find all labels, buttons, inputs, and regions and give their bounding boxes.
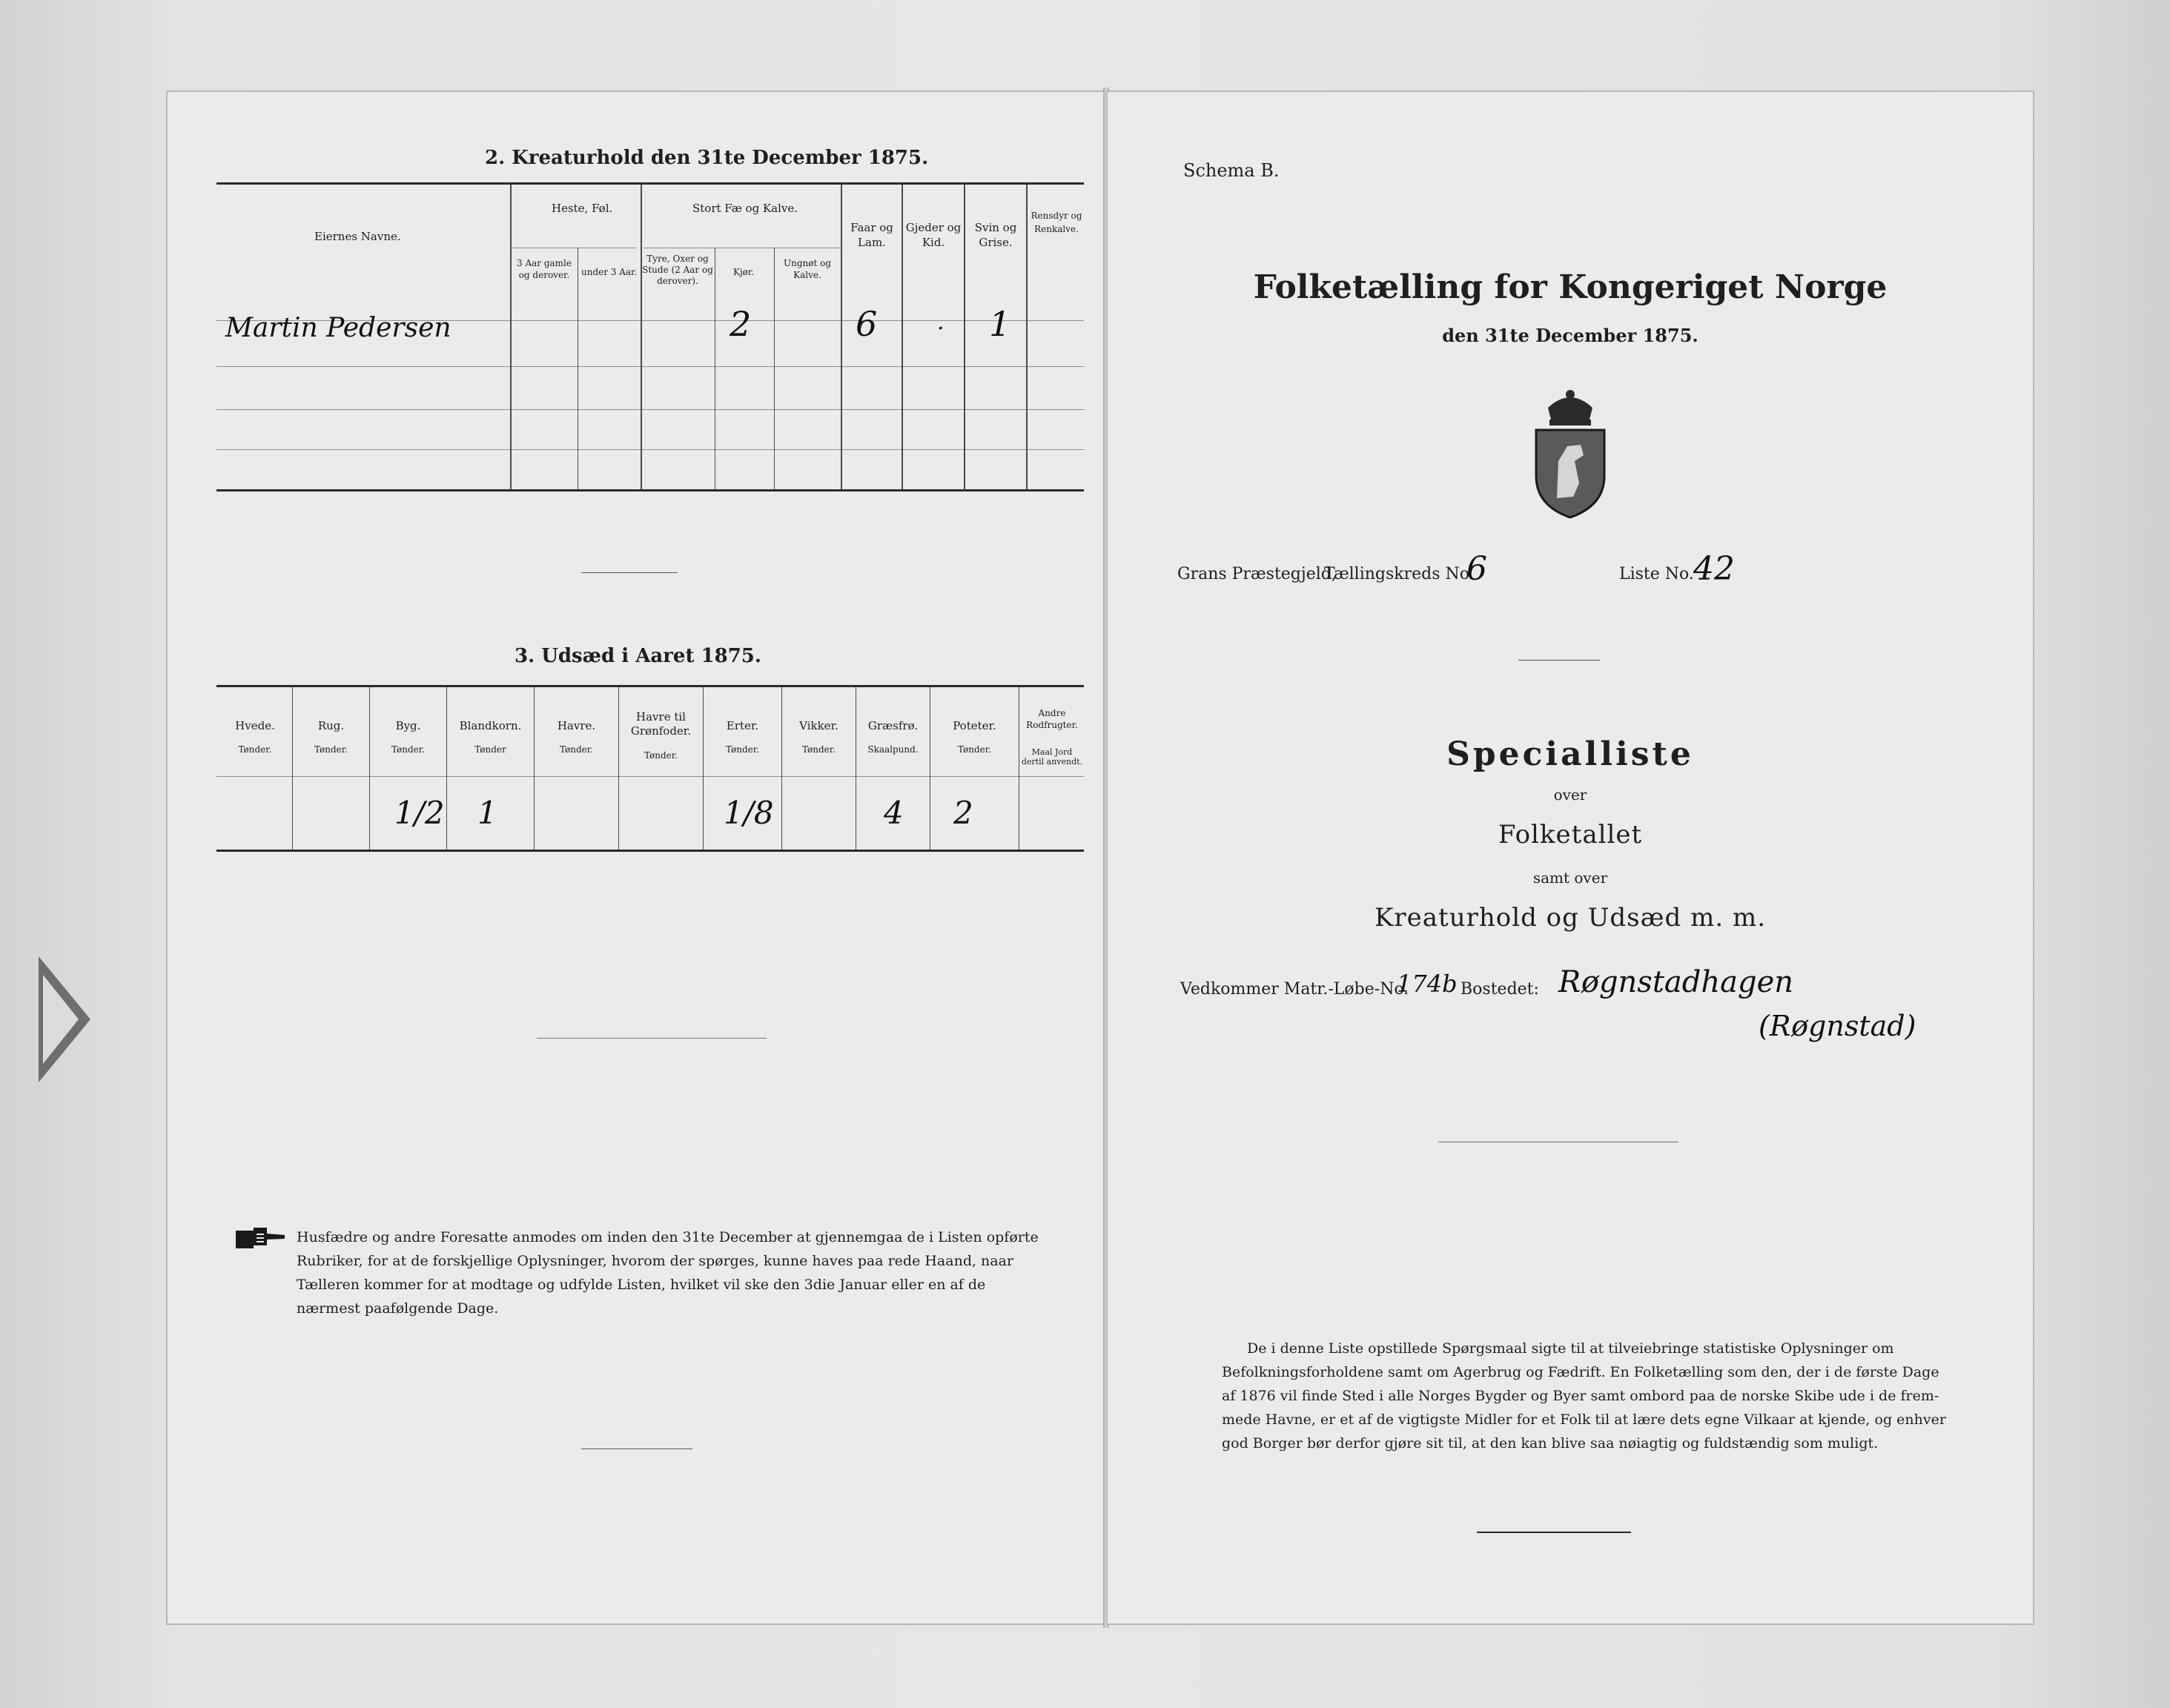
barley-value: 1/2 [394, 795, 445, 831]
crop-header: Andre Rodfrugter. [1026, 708, 1078, 730]
info-paragraph-line: mede Havne, er et af de vigtigste Midler for et Folk til at lære dets egne Vilkaar at kjende, og enhver [1222, 1411, 1946, 1428]
header-cattle-c: Ungnøt og Kalve. [783, 258, 832, 280]
table3-top-rule [216, 685, 1084, 687]
crop-header: Græsfrø. [867, 719, 919, 732]
matr-label: Vedkommer Matr.-Løbe-No. [1180, 980, 1409, 999]
crop-header: Byg. [395, 719, 421, 732]
header-horses-a: 3 Aar gamle og derover. [517, 258, 572, 280]
kreaturhold-text: Kreaturhold og Udsæd m. m. [1374, 903, 1766, 933]
crop-header: Havre. [557, 719, 596, 732]
table3-col-line [703, 687, 704, 850]
table2-line [216, 366, 1084, 367]
table2-col-line [774, 248, 775, 489]
table2-line [216, 409, 1084, 410]
cows-value: 2 [730, 304, 752, 344]
header-pigs: Svin og Grise. [974, 221, 1017, 249]
table2-col-line [641, 185, 642, 489]
divider [537, 1038, 767, 1039]
header-cattle-a: Tyre, Oxer og Stude (2 Aar og derover). [642, 254, 713, 286]
crop-unit: Tønder. [644, 750, 678, 761]
schema-label: Schema B. [1183, 160, 1280, 181]
goats-value: . [937, 309, 945, 335]
header-cattle: Stort Fæ og Kalve. [692, 202, 798, 215]
left-page [166, 90, 1106, 1625]
samt-over-text: samt over [1532, 869, 1608, 887]
section2-title: 2. Kreaturhold den 31te December 1875. [485, 147, 929, 169]
parish-label: Grans Præstegjeld, [1177, 565, 1337, 583]
section3-title: 3. Udsæd i Aaret 1875. [515, 645, 761, 667]
crop-unit: Tønder. [725, 744, 760, 755]
table2-top-rule [216, 182, 1084, 185]
notice-line: Husfædre og andre Foresatte anmodes om inden den 31te December at gjennemgaa de i Listen opførte [297, 1229, 1039, 1245]
divider [1518, 660, 1600, 661]
mixed-grain-value: 1 [477, 795, 497, 831]
district-value: 6 [1466, 550, 1487, 588]
crop-header: Poteter. [953, 719, 996, 732]
grass-seed-value: 4 [884, 795, 904, 831]
binding-notch-inner [43, 975, 79, 1064]
pointing-hand-icon [234, 1226, 286, 1251]
list-value: 42 [1693, 550, 1735, 588]
header-horses: Heste, Føl. [552, 202, 613, 215]
crop-unit: Tønder. [314, 744, 348, 755]
crop-header: Vikker. [799, 719, 838, 732]
district-label: Tællingskreds No. [1324, 565, 1475, 583]
census-title: Folketælling for Kongeriget Norge [1253, 268, 1888, 306]
info-paragraph-line: god Borger bør derfor gjøre sit til, at den kan blive saa nøiagtig og fuldstændig som muligt. [1222, 1435, 1879, 1452]
header-sheep: Faar og Lam. [850, 221, 893, 249]
right-page [1106, 90, 2034, 1625]
crop-unit: Tønder. [801, 744, 836, 755]
potatoes-value: 2 [953, 795, 973, 831]
header-horses-b: under 3 Aar. [581, 267, 638, 277]
table3-col-line [369, 687, 370, 850]
notice-line: Tælleren kommer for at modtage og udfylde Listen, hvilket vil ske den 3die Januar eller en af de [297, 1277, 986, 1293]
table3-col-line [781, 687, 782, 850]
divider [581, 572, 678, 573]
header-goats: Gjeder og Kid. [905, 221, 962, 249]
table3-col-line [292, 687, 293, 850]
sheep-value: 6 [856, 304, 878, 344]
over-text: over [1553, 786, 1587, 804]
header-reindeer: Rensdyr og Renkalve. [1031, 211, 1082, 234]
crop-header: Rug. [317, 719, 345, 732]
table2-col-line [510, 185, 512, 489]
crop-header: Erter. [726, 719, 759, 732]
notice-line: nærmest paafølgende Dage. [297, 1300, 499, 1317]
folketallet-text: Folketallet [1498, 820, 1643, 850]
crop-unit: Tønder. [238, 744, 272, 755]
matr-value: 174b [1397, 970, 1458, 998]
table3-col-line [534, 687, 535, 850]
crop-header: Havre til Grønfoder. [630, 710, 692, 738]
table2-bottom-rule [216, 489, 1084, 491]
coat-of-arms-icon [1521, 387, 1619, 520]
crop-unit: Tønder [474, 744, 506, 755]
peas-value: 1/8 [724, 795, 774, 831]
list-label: Liste No. [1619, 565, 1694, 583]
bosted-value: Røgnstadhagen [1558, 965, 1794, 999]
bosted-value-2: (Røgnstad) [1759, 1010, 1916, 1042]
table3-header-rule [216, 776, 1084, 777]
crop-header: Hvede. [235, 719, 275, 732]
specialliste-title: Specialliste [1446, 735, 1694, 773]
crop-header: Blandkorn. [459, 719, 522, 732]
owner-name: Martin Pedersen [225, 313, 451, 343]
crop-unit: Maal Jord dertil anvendt. [1021, 747, 1083, 767]
divider [1477, 1532, 1631, 1533]
bosted-label: Bostedet: [1461, 980, 1539, 999]
notice-line: Rubriker, for at de forskjellige Oplysninger, hvorom der spørges, kunne haves paa rede Haand, naar [297, 1253, 1014, 1269]
census-date: den 31te December 1875. [1442, 325, 1698, 346]
info-paragraph-line: De i denne Liste opstillede Spørgsmaal sigte til at tilveiebringe statistiske Oplysninger om [1247, 1340, 1894, 1357]
crop-unit: Tønder. [559, 744, 594, 755]
table3-col-line [446, 687, 447, 850]
info-paragraph-line: af 1876 vil finde Sted i alle Norges Bygder og Byer samt ombord paa de norske Skibe ude i de frem- [1222, 1388, 1939, 1404]
table2-line [216, 449, 1084, 450]
crop-unit: Skaalpund. [867, 744, 919, 755]
crop-unit: Tønder. [957, 744, 992, 755]
crop-unit: Tønder. [391, 744, 426, 755]
header-owner: Eiernes Navne. [314, 230, 401, 243]
table3-bottom-rule [216, 850, 1084, 852]
info-paragraph-line: Befolkningsforholdene samt om Agerbrug og Fædrift. En Folketælling som den, der i de første Dage [1222, 1364, 1939, 1380]
header-cattle-b: Kjør. [733, 267, 755, 277]
pigs-value: 1 [989, 304, 1011, 344]
